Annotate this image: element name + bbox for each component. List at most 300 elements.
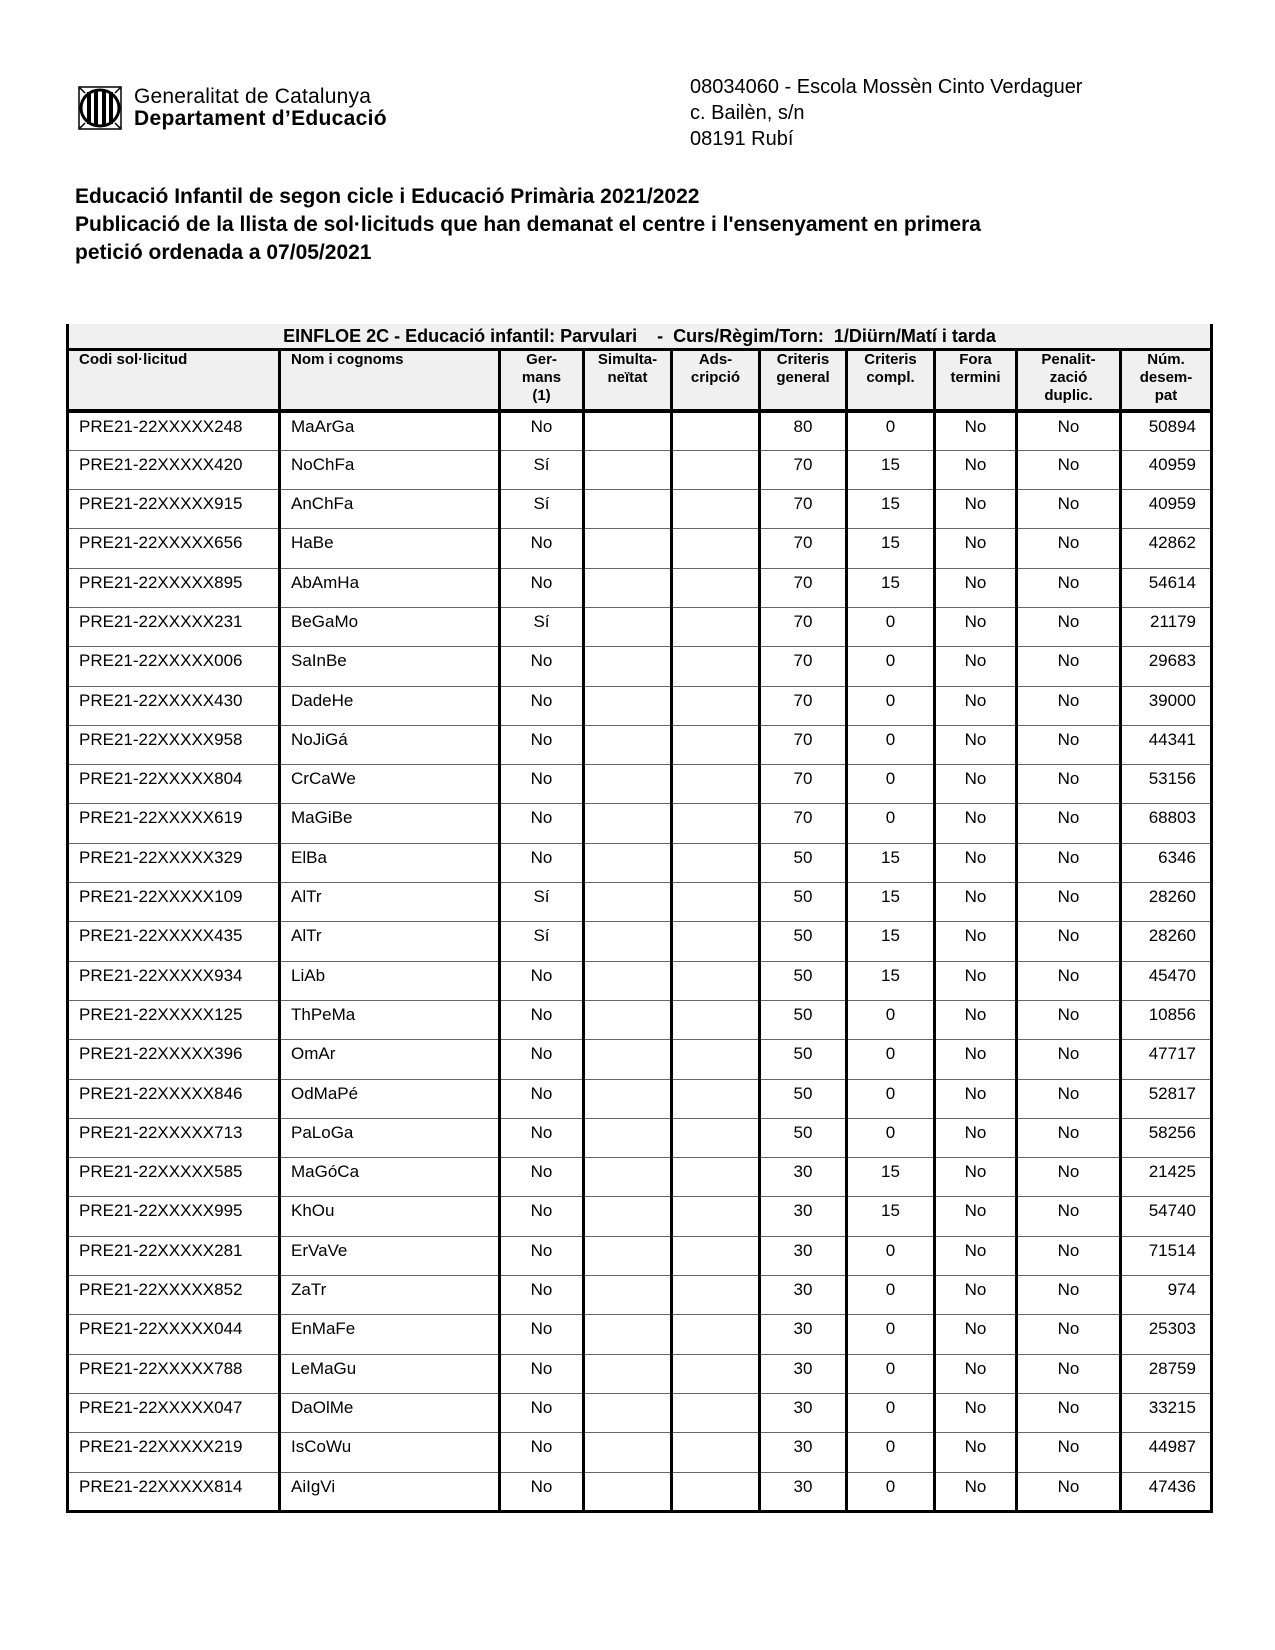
cell-num: 21179 — [1121, 607, 1212, 646]
header-label-line: Codi sol·licitud — [79, 351, 188, 368]
cell-gen: 50 — [760, 843, 847, 882]
cell-germans: Sí — [500, 883, 584, 922]
cell-germans: No — [500, 765, 584, 804]
cell-simul — [584, 765, 672, 804]
cell-penal: No — [1017, 1158, 1121, 1197]
cell-name: AbAmHa — [280, 568, 500, 607]
table-header-row — [68, 350, 1212, 412]
cell-name: ZaTr — [280, 1276, 500, 1315]
cell-gen: 80 — [760, 411, 847, 450]
cell-gen: 70 — [760, 686, 847, 725]
cell-fora: No — [935, 490, 1017, 529]
cell-num: 25303 — [1121, 1315, 1212, 1354]
cell-ads — [672, 1276, 760, 1315]
cell-simul — [584, 1158, 672, 1197]
cell-simul — [584, 1079, 672, 1118]
cell-num: 44987 — [1121, 1433, 1212, 1472]
cell-germans: Sí — [500, 922, 584, 961]
cell-code: PRE21-22XXXXX109 — [68, 883, 280, 922]
school-name: 08034060 - Escola Mossèn Cinto Verdaguer — [690, 76, 1083, 98]
cell-germans: No — [500, 1276, 584, 1315]
cell-compl: 0 — [847, 1393, 935, 1432]
header-col-penalitzacio — [1017, 350, 1121, 412]
cell-germans: No — [500, 1158, 584, 1197]
cell-gen: 50 — [760, 883, 847, 922]
cell-ads — [672, 804, 760, 843]
cell-code: PRE21-22XXXXX656 — [68, 529, 280, 568]
header-col-codi — [68, 350, 280, 412]
cell-num: 40959 — [1121, 490, 1212, 529]
header-label-line: Ads- — [698, 351, 733, 368]
table-row — [68, 647, 1212, 686]
cell-simul — [584, 568, 672, 607]
table-title: EINFLOE 2C - Educació infantil: Parvulari - Curs/Règim/Torn: 1/Diürn/Matí i tarda — [68, 324, 1212, 350]
cell-num: 54614 — [1121, 568, 1212, 607]
header-label-line: mans — [521, 369, 562, 386]
cell-num: 68803 — [1121, 804, 1212, 843]
cell-fora: No — [935, 725, 1017, 764]
cell-gen: 70 — [760, 568, 847, 607]
table-row — [68, 804, 1212, 843]
cell-num: 29683 — [1121, 647, 1212, 686]
cell-name: DaOlMe — [280, 1393, 500, 1432]
cell-penal: No — [1017, 1276, 1121, 1315]
cell-penal: No — [1017, 1197, 1121, 1236]
cell-germans: No — [500, 411, 584, 450]
cell-germans: No — [500, 1354, 584, 1393]
cell-germans: No — [500, 1472, 584, 1511]
cell-compl: 15 — [847, 1197, 935, 1236]
cell-gen: 30 — [760, 1393, 847, 1432]
catalan-flag-emblem-icon — [78, 86, 122, 130]
cell-penal: No — [1017, 411, 1121, 450]
cell-ads — [672, 1433, 760, 1472]
cell-code: PRE21-22XXXXX804 — [68, 765, 280, 804]
header-col-fora-termini — [935, 350, 1017, 412]
table-row — [68, 686, 1212, 725]
cell-compl: 0 — [847, 647, 935, 686]
cell-num: 52817 — [1121, 1079, 1212, 1118]
cell-name: AlTr — [280, 883, 500, 922]
cell-name: ElBa — [280, 843, 500, 882]
cell-fora: No — [935, 411, 1017, 450]
cell-penal: No — [1017, 450, 1121, 489]
cell-code: PRE21-22XXXXX231 — [68, 607, 280, 646]
cell-code: PRE21-22XXXXX047 — [68, 1393, 280, 1432]
cell-simul — [584, 647, 672, 686]
cell-num: 45470 — [1121, 961, 1212, 1000]
cell-penal: No — [1017, 647, 1121, 686]
school-address: c. Bailèn, s/n — [690, 102, 805, 124]
cell-num: 28260 — [1121, 922, 1212, 961]
cell-num: 44341 — [1121, 725, 1212, 764]
table-row — [68, 961, 1212, 1000]
cell-code: PRE21-22XXXXX814 — [68, 1472, 280, 1511]
cell-name: MaArGa — [280, 411, 500, 450]
cell-ads — [672, 450, 760, 489]
cell-code: PRE21-22XXXXX788 — [68, 1354, 280, 1393]
cell-compl: 0 — [847, 1118, 935, 1157]
cell-ads — [672, 961, 760, 1000]
cell-compl: 15 — [847, 529, 935, 568]
cell-ads — [672, 1315, 760, 1354]
cell-num: 54740 — [1121, 1197, 1212, 1236]
cell-num: 42862 — [1121, 529, 1212, 568]
cell-code: PRE21-22XXXXX044 — [68, 1315, 280, 1354]
cell-compl: 0 — [847, 686, 935, 725]
cell-simul — [584, 725, 672, 764]
cell-fora: No — [935, 1276, 1017, 1315]
table-row — [68, 765, 1212, 804]
cell-penal: No — [1017, 1472, 1121, 1511]
cell-code: PRE21-22XXXXX995 — [68, 1197, 280, 1236]
cell-germans: No — [500, 804, 584, 843]
cell-code: PRE21-22XXXXX895 — [68, 568, 280, 607]
cell-penal: No — [1017, 686, 1121, 725]
table-row — [68, 1079, 1212, 1118]
cell-simul — [584, 1393, 672, 1432]
cell-penal: No — [1017, 1393, 1121, 1432]
header-label-line: Simulta- — [597, 351, 658, 368]
cell-gen: 70 — [760, 725, 847, 764]
cell-fora: No — [935, 647, 1017, 686]
cell-penal: No — [1017, 1079, 1121, 1118]
table-body — [68, 411, 1212, 1511]
cell-penal: No — [1017, 607, 1121, 646]
logo-line-departament: Departament d’Educació — [134, 107, 387, 130]
cell-num: 53156 — [1121, 765, 1212, 804]
cell-gen: 30 — [760, 1276, 847, 1315]
cell-code: PRE21-22XXXXX006 — [68, 647, 280, 686]
cell-compl: 0 — [847, 411, 935, 450]
cell-ads — [672, 922, 760, 961]
cell-compl: 0 — [847, 1433, 935, 1472]
cell-simul — [584, 450, 672, 489]
cell-name: AnChFa — [280, 490, 500, 529]
cell-penal: No — [1017, 725, 1121, 764]
cell-simul — [584, 1197, 672, 1236]
cell-name: PaLoGa — [280, 1118, 500, 1157]
cell-fora: No — [935, 922, 1017, 961]
cell-num: 50894 — [1121, 411, 1212, 450]
cell-ads — [672, 529, 760, 568]
cell-name: BeGaMo — [280, 607, 500, 646]
logo-line-generalitat: Generalitat de Catalunya — [134, 85, 372, 108]
cell-num: 40959 — [1121, 450, 1212, 489]
cell-germans: No — [500, 843, 584, 882]
cell-num: 47717 — [1121, 1040, 1212, 1079]
table-row — [68, 490, 1212, 529]
cell-name: ErVaVe — [280, 1236, 500, 1275]
cell-gen: 70 — [760, 490, 847, 529]
cell-fora: No — [935, 1118, 1017, 1157]
cell-name: NoJiGá — [280, 725, 500, 764]
cell-germans: No — [500, 961, 584, 1000]
cell-germans: No — [500, 568, 584, 607]
header-label-line: general — [776, 369, 830, 386]
cell-ads — [672, 1000, 760, 1039]
cell-num: 39000 — [1121, 686, 1212, 725]
table-row — [68, 1315, 1212, 1354]
cell-simul — [584, 529, 672, 568]
cell-compl: 0 — [847, 1472, 935, 1511]
cell-fora: No — [935, 1040, 1017, 1079]
cell-fora: No — [935, 686, 1017, 725]
cell-simul — [584, 1000, 672, 1039]
cell-simul — [584, 686, 672, 725]
cell-germans: No — [500, 1315, 584, 1354]
cell-gen: 30 — [760, 1158, 847, 1197]
header-label-line: desem- — [1139, 369, 1193, 386]
table-row — [68, 922, 1212, 961]
cell-simul — [584, 961, 672, 1000]
cell-num: 21425 — [1121, 1158, 1212, 1197]
cell-name: EnMaFe — [280, 1315, 500, 1354]
cell-compl: 0 — [847, 765, 935, 804]
cell-compl: 0 — [847, 1079, 935, 1118]
cell-ads — [672, 607, 760, 646]
generalitat-logo — [78, 86, 387, 130]
cell-penal: No — [1017, 1118, 1121, 1157]
cell-compl: 0 — [847, 1236, 935, 1275]
cell-ads — [672, 1118, 760, 1157]
table-row — [68, 1118, 1212, 1157]
cell-code: PRE21-22XXXXX619 — [68, 804, 280, 843]
cell-gen: 50 — [760, 1118, 847, 1157]
cell-germans: Sí — [500, 607, 584, 646]
cell-name: CrCaWe — [280, 765, 500, 804]
cell-fora: No — [935, 883, 1017, 922]
header-label-line: (1) — [532, 387, 551, 404]
cell-code: PRE21-22XXXXX915 — [68, 490, 280, 529]
cell-penal: No — [1017, 1354, 1121, 1393]
header-col-simultaneitat — [584, 350, 672, 412]
cell-fora: No — [935, 529, 1017, 568]
cell-fora: No — [935, 1158, 1017, 1197]
cell-name: IsCoWu — [280, 1433, 500, 1472]
cell-compl: 0 — [847, 1354, 935, 1393]
cell-germans: Sí — [500, 450, 584, 489]
cell-code: PRE21-22XXXXX430 — [68, 686, 280, 725]
cell-compl: 0 — [847, 1315, 935, 1354]
cell-simul — [584, 1354, 672, 1393]
cell-gen: 70 — [760, 647, 847, 686]
header-label-line: duplic. — [1044, 387, 1093, 404]
cell-name: LeMaGu — [280, 1354, 500, 1393]
cell-fora: No — [935, 843, 1017, 882]
cell-fora: No — [935, 804, 1017, 843]
cell-gen: 70 — [760, 529, 847, 568]
cell-name: DadeHe — [280, 686, 500, 725]
cell-simul — [584, 1040, 672, 1079]
cell-penal: No — [1017, 765, 1121, 804]
cell-germans: No — [500, 1079, 584, 1118]
header-label-line: termini — [950, 369, 1001, 386]
table-row — [68, 1276, 1212, 1315]
cell-simul — [584, 1276, 672, 1315]
cell-compl: 15 — [847, 490, 935, 529]
cell-ads — [672, 725, 760, 764]
cell-gen: 30 — [760, 1197, 847, 1236]
cell-gen: 30 — [760, 1433, 847, 1472]
table-row — [68, 1393, 1212, 1432]
header-col-criteris-general — [760, 350, 847, 412]
header-label-line: Penalit- — [1041, 351, 1096, 368]
cell-compl: 15 — [847, 450, 935, 489]
cell-simul — [584, 843, 672, 882]
cell-compl: 0 — [847, 1040, 935, 1079]
cell-simul — [584, 607, 672, 646]
cell-compl: 15 — [847, 1158, 935, 1197]
cell-ads — [672, 1040, 760, 1079]
header-label-line: cripció — [690, 369, 741, 386]
cell-name: AlTr — [280, 922, 500, 961]
document-title — [75, 183, 1195, 267]
cell-compl: 15 — [847, 961, 935, 1000]
cell-germans: Sí — [500, 490, 584, 529]
cell-gen: 50 — [760, 1040, 847, 1079]
cell-fora: No — [935, 1315, 1017, 1354]
cell-fora: No — [935, 1354, 1017, 1393]
cell-ads — [672, 411, 760, 450]
cell-simul — [584, 1315, 672, 1354]
cell-name: NoChFa — [280, 450, 500, 489]
cell-ads — [672, 1354, 760, 1393]
table-row — [68, 568, 1212, 607]
cell-simul — [584, 804, 672, 843]
cell-name: KhOu — [280, 1197, 500, 1236]
cell-gen: 30 — [760, 1472, 847, 1511]
header-label-line: neïtat — [607, 369, 648, 386]
cell-germans: No — [500, 1433, 584, 1472]
cell-fora: No — [935, 961, 1017, 1000]
cell-penal: No — [1017, 804, 1121, 843]
table-row — [68, 1433, 1212, 1472]
cell-simul — [584, 883, 672, 922]
cell-gen: 30 — [760, 1236, 847, 1275]
cell-penal: No — [1017, 1433, 1121, 1472]
cell-ads — [672, 1236, 760, 1275]
title-line-3: petició ordenada a 07/05/2021 — [75, 241, 372, 264]
header-col-criteris-compl — [847, 350, 935, 412]
cell-compl: 0 — [847, 1276, 935, 1315]
cell-simul — [584, 1118, 672, 1157]
cell-fora: No — [935, 1433, 1017, 1472]
header-label-line: zació — [1049, 369, 1088, 386]
cell-ads — [672, 686, 760, 725]
cell-num: 58256 — [1121, 1118, 1212, 1157]
cell-code: PRE21-22XXXXX329 — [68, 843, 280, 882]
cell-fora: No — [935, 607, 1017, 646]
header-label-line: Núm. — [1147, 351, 1185, 368]
cell-num: 71514 — [1121, 1236, 1212, 1275]
cell-num: 974 — [1121, 1276, 1212, 1315]
cell-germans: No — [500, 1118, 584, 1157]
cell-code: PRE21-22XXXXX713 — [68, 1118, 280, 1157]
cell-compl: 15 — [847, 922, 935, 961]
cell-ads — [672, 568, 760, 607]
table-row — [68, 883, 1212, 922]
cell-num: 28759 — [1121, 1354, 1212, 1393]
cell-ads — [672, 883, 760, 922]
cell-penal: No — [1017, 529, 1121, 568]
table-row — [68, 1236, 1212, 1275]
cell-code: PRE21-22XXXXX125 — [68, 1000, 280, 1039]
header-label-line: Criteris — [864, 351, 917, 368]
cell-penal: No — [1017, 1000, 1121, 1039]
cell-germans: No — [500, 1236, 584, 1275]
cell-germans: No — [500, 1393, 584, 1432]
cell-germans: No — [500, 1000, 584, 1039]
cell-name: MaGóCa — [280, 1158, 500, 1197]
cell-penal: No — [1017, 843, 1121, 882]
cell-fora: No — [935, 1079, 1017, 1118]
cell-simul — [584, 922, 672, 961]
table-row — [68, 1354, 1212, 1393]
cell-ads — [672, 1472, 760, 1511]
title-line-2: Publicació de la llista de sol·licituds que han demanat el centre i l'ensenyament en primera — [75, 213, 981, 236]
cell-ads — [672, 490, 760, 529]
cell-germans: No — [500, 725, 584, 764]
table-row — [68, 411, 1212, 450]
table-row — [68, 1158, 1212, 1197]
cell-compl: 0 — [847, 607, 935, 646]
table-row — [68, 1000, 1212, 1039]
cell-penal: No — [1017, 883, 1121, 922]
cell-gen: 50 — [760, 1000, 847, 1039]
cell-fora: No — [935, 568, 1017, 607]
table-row — [68, 843, 1212, 882]
cell-name: AiIgVi — [280, 1472, 500, 1511]
header-label-line: Criteris — [776, 351, 830, 368]
cell-compl: 0 — [847, 1000, 935, 1039]
table-row — [68, 1472, 1212, 1511]
cell-gen: 50 — [760, 922, 847, 961]
cell-ads — [672, 647, 760, 686]
cell-gen: 50 — [760, 1079, 847, 1118]
cell-code: PRE21-22XXXXX435 — [68, 922, 280, 961]
header-col-adscripcio — [672, 350, 760, 412]
cell-gen: 50 — [760, 961, 847, 1000]
cell-ads — [672, 765, 760, 804]
cell-num: 28260 — [1121, 883, 1212, 922]
cell-simul — [584, 490, 672, 529]
cell-name: HaBe — [280, 529, 500, 568]
cell-fora: No — [935, 1393, 1017, 1432]
cell-gen: 70 — [760, 765, 847, 804]
cell-code: PRE21-22XXXXX852 — [68, 1276, 280, 1315]
header-col-nom — [280, 350, 500, 412]
cell-simul — [584, 411, 672, 450]
cell-compl: 0 — [847, 725, 935, 764]
cell-ads — [672, 843, 760, 882]
cell-name: SaInBe — [280, 647, 500, 686]
header-col-germans — [500, 350, 584, 412]
cell-penal: No — [1017, 1040, 1121, 1079]
cell-simul — [584, 1472, 672, 1511]
cell-fora: No — [935, 1000, 1017, 1039]
school-city: 08191 Rubí — [690, 128, 794, 150]
cell-gen: 70 — [760, 804, 847, 843]
cell-simul — [584, 1433, 672, 1472]
cell-germans: No — [500, 529, 584, 568]
cell-penal: No — [1017, 961, 1121, 1000]
cell-name: MaGiBe — [280, 804, 500, 843]
header-label-line: pat — [1154, 387, 1178, 404]
table-row — [68, 450, 1212, 489]
cell-num: 33215 — [1121, 1393, 1212, 1432]
cell-penal: No — [1017, 490, 1121, 529]
